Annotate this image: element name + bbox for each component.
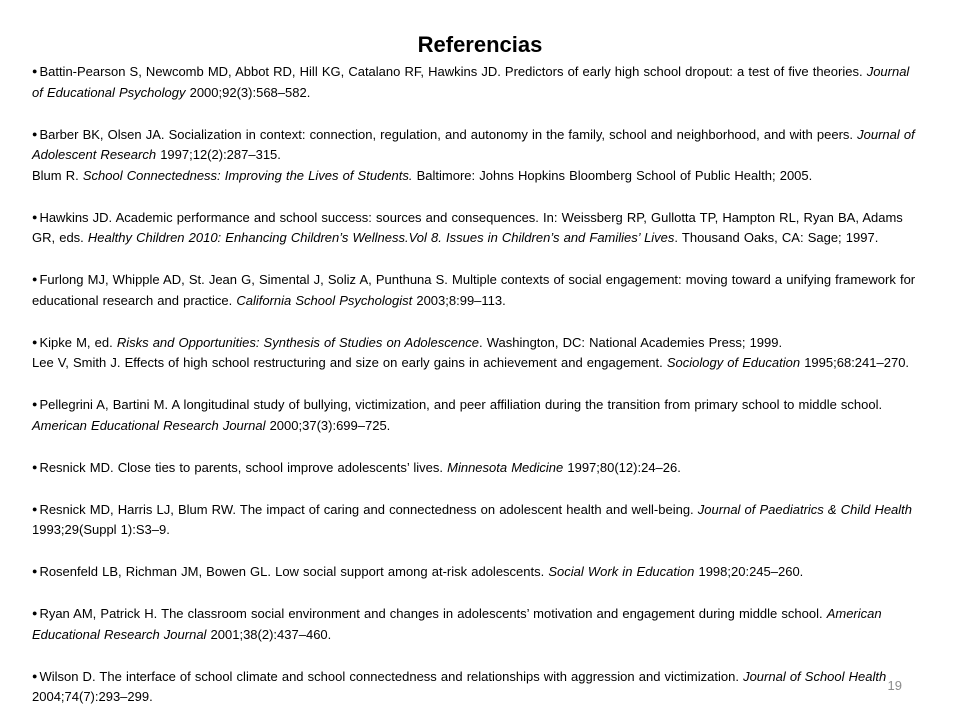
reference-text: Kipke M, ed. <box>39 334 117 350</box>
reference-entry <box>32 269 924 311</box>
reference-source: American Educational Research Journal <box>32 417 266 433</box>
bullet-icon: ● <box>32 128 38 139</box>
reference-source: Journal of Adolescent Research <box>32 126 915 162</box>
reference-source: Risks and Opportunities: Synthesis of Studies on Adolescence <box>116 334 479 350</box>
reference-text: Pellegrini A, Bartini M. A longitudinal study of bullying, victimization, and peer affiliation during the transition from primary school to middle school. <box>39 397 883 412</box>
bullet-icon: ● <box>32 336 38 347</box>
reference-entry <box>32 124 924 166</box>
reference-citation: . Thousand Oaks, CA: Sage; 1997. <box>674 230 879 245</box>
reference-citation: 1998;20:245–260. <box>694 564 804 579</box>
reference-source: Minnesota Medicine <box>447 459 564 475</box>
reference-entry <box>32 166 924 187</box>
bullet-icon: ● <box>32 608 38 618</box>
reference-entry <box>32 603 924 645</box>
reference-entry <box>32 561 924 583</box>
page-number: 19 <box>887 678 902 693</box>
reference-text: Lee V, Smith J. Effects of high school restructuring and size on early gains in achievement and engagement. <box>32 355 667 370</box>
bullet-icon: ● <box>32 503 38 514</box>
reference-source: School Connectedness: Improving the Lives of Students. <box>82 167 413 183</box>
reference-text: Battin-Pearson S, Newcomb MD, Abbot RD, Hill KG, Catalano RF, Hawkins JD. Predictors of early high school dropout: a test of five theories. <box>39 64 867 79</box>
bullet-icon: ● <box>32 461 38 472</box>
reference-citation: 2001;38(2):437–460. <box>206 626 332 642</box>
reference-text: Rosenfeld LB, Richman JM, Bowen GL. Low social support among at-risk adolescents. <box>39 564 549 579</box>
reference-text: Resnick MD. Close ties to parents, school improve adolescents’ lives. <box>39 459 448 475</box>
reference-source: California School Psychologist <box>236 292 413 308</box>
bullet-icon: ● <box>32 211 38 222</box>
reference-citation: 2003;8:99–113. <box>412 292 506 308</box>
reference-citation: 2004;74(7):293–299. <box>32 689 153 704</box>
reference-source: Journal of School Health <box>743 668 887 684</box>
reference-entry <box>32 353 924 374</box>
reference-text: Furlong MJ, Whipple AD, St. Jean G, Simental J, Soliz A, Punthuna S. Multiple contexts of social engagement: moving toward a unifying framework for educational research and practice. <box>32 272 916 308</box>
bullet-icon: ● <box>32 399 38 409</box>
reference-text: Resnick MD, Harris LJ, Blum RW. The impact of caring and connectedness on adolescent health and well-being. <box>39 501 698 517</box>
reference-text: Wilson D. The interface of school climate and school connectedness and relationships with aggression and victimization. <box>39 668 744 684</box>
reference-entry <box>32 61 924 103</box>
reference-citation: 2000;92(3):568–582. <box>185 84 311 100</box>
reference-entry <box>32 499 924 541</box>
reference-entry <box>32 666 924 708</box>
reference-citation: . Washington, DC: National Academies Press; 1999. <box>478 334 783 350</box>
reference-text: Blum R. <box>32 167 83 183</box>
bullet-icon: ● <box>32 566 38 576</box>
reference-list <box>32 61 924 708</box>
reference-source: Healthy Children 2010: Enhancing Children’s Wellness.Vol 8. Issues in Children’s and Families’ Lives <box>87 230 675 245</box>
reference-source: Journal of Paediatrics & Child Health <box>697 501 913 517</box>
reference-text: Ryan AM, Patrick H. The classroom social environment and changes in adolescents’ motivation and engagement during middle school. <box>39 606 827 621</box>
reference-entry <box>32 457 924 479</box>
reference-text: Barber BK, Olsen JA. Socialization in context: connection, regulation, and autonomy in the family, school and neighborhood, and with peers. <box>39 126 858 142</box>
bullet-icon: ● <box>32 66 38 76</box>
bullet-icon: ● <box>32 670 38 681</box>
reference-source: Journal of Educational Psychology <box>32 64 910 100</box>
reference-entry <box>32 394 924 436</box>
reference-text: Hawkins JD. Academic performance and school success: sources and consequences. In: Weissberg RP, Gullotta TP, Hampton RL, Ryan BA, Adams GR, eds. <box>32 209 903 245</box>
reference-citation: 1997;12(2):287–315. <box>156 147 281 162</box>
reference-citation: 1995;68:241–270. <box>800 355 910 370</box>
bullet-icon: ● <box>32 274 38 284</box>
reference-source: Social Work in Education <box>548 564 695 579</box>
reference-entry <box>32 207 924 249</box>
reference-citation: 1997;80(12):24–26. <box>563 459 681 475</box>
reference-citation: Baltimore: Johns Hopkins Bloomberg School of Public Health; 2005. <box>412 167 813 183</box>
reference-source: American Educational Research Journal <box>32 606 882 642</box>
reference-entry <box>32 332 924 354</box>
reference-citation: 1993;29(Suppl 1):S3–9. <box>32 522 170 537</box>
reference-source: Sociology of Education <box>666 355 801 370</box>
slide-title: Referencias <box>417 32 543 57</box>
reference-citation: 2000;37(3):699–725. <box>265 417 391 433</box>
